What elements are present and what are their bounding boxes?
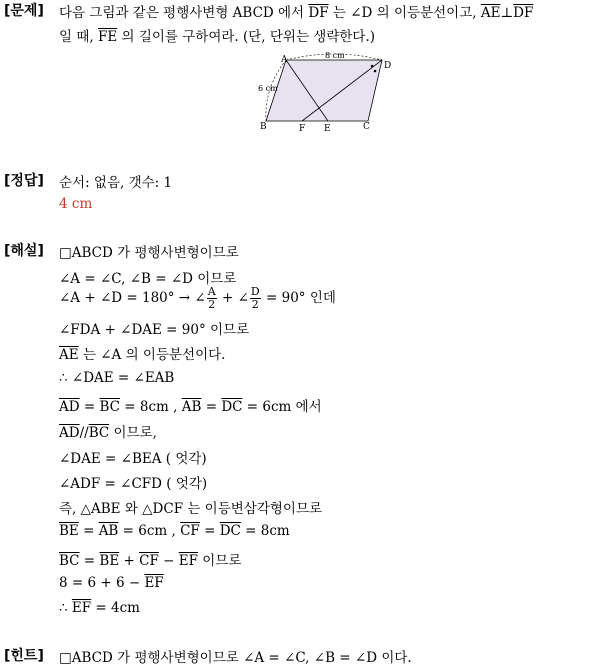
left-length: 6 cm <box>258 84 278 93</box>
solution-line-12: $\overline{BE} = \overline{AB} = 6cm$ , $\overline{CF} = \overline{DC} = 8cm$ <box>59 523 290 539</box>
label-b: B <box>260 122 267 132</box>
answer-value: 4 cm <box>59 196 93 212</box>
answer-line-1: 순서: 없음, 갯수: 1 <box>59 175 173 191</box>
solution-line-2: ∠A = ∠C, ∠B = ∠D 이므로 <box>59 271 237 287</box>
parallelogram-shape <box>266 60 382 121</box>
parallelogram-figure <box>250 52 400 136</box>
problem-line-2: 일 때, $\overline{FE}$ 의 길이를 구하여라. (단, 단위는 생략한다.) <box>59 29 376 45</box>
solution-line-7: $\overline{AD} = \overline{BC} = 8cm$ , $\overline{AB} = \overline{DC} = 6cm$ 에서 <box>59 399 322 415</box>
label-a: A <box>281 55 288 65</box>
problem-tag: [문제] <box>4 3 44 19</box>
solution-line-5: $\overline{AE}$ 는 ∠A 의 이등분선이다. <box>59 347 226 363</box>
solution-line-15: ∴ $\overline{EF} = 4cm$ <box>59 600 140 616</box>
label-f: F <box>299 124 306 134</box>
solution-tag: [해설] <box>4 243 44 259</box>
answer-tag: [정답] <box>4 173 44 189</box>
solution-line-6: ∴ ∠DAE = ∠EAB <box>59 370 175 386</box>
solution-line-3: ∠A + ∠D = 180° → ∠ $\frac{A}{2}$ + ∠ $\frac{D}{2}$ = 90° 인데 <box>59 285 336 311</box>
solution-line-13: $\overline{BC} = \overline{BE} + \overline{CF} - \overline{EF}$ 이므로 <box>59 553 242 569</box>
solution-line-9: ∠DAE = ∠BEA ( 엇각) <box>59 451 207 467</box>
solution-line-11: 즉, △ABE 와 △DCF 는 이등변삼각형이므로 <box>59 501 323 517</box>
hint-tag: [힌트] <box>4 648 44 664</box>
hint-line: □ABCD 가 평행사변형이므로 ∠A = ∠C, ∠B = ∠D 이다. <box>59 650 412 666</box>
solution-line-4: ∠FDA + ∠DAE = 90° 이므로 <box>59 322 250 338</box>
solution-line-10: ∠ADF = ∠CFD ( 엇각) <box>59 476 208 492</box>
label-c: C <box>363 122 370 132</box>
top-length: 8 cm <box>325 52 345 60</box>
label-e: E <box>324 124 331 134</box>
label-d: D <box>384 61 392 71</box>
solution-line-8: $\overline{AD}//\overline{BC}$ 이므로, <box>59 425 157 441</box>
solution-line-1: □ABCD 가 평행사변형이므로 <box>59 245 239 261</box>
problem-line-1: 다음 그림과 같은 평행사변형 ABCD 에서 $\overline{DF}$ 는 ∠D 의 이등분선이고, $\overline{AE}\perp\overline{DF}$ <box>59 5 534 21</box>
solution-line-14: $8 = 6 + 6 - \overline{EF}$ <box>59 575 164 591</box>
